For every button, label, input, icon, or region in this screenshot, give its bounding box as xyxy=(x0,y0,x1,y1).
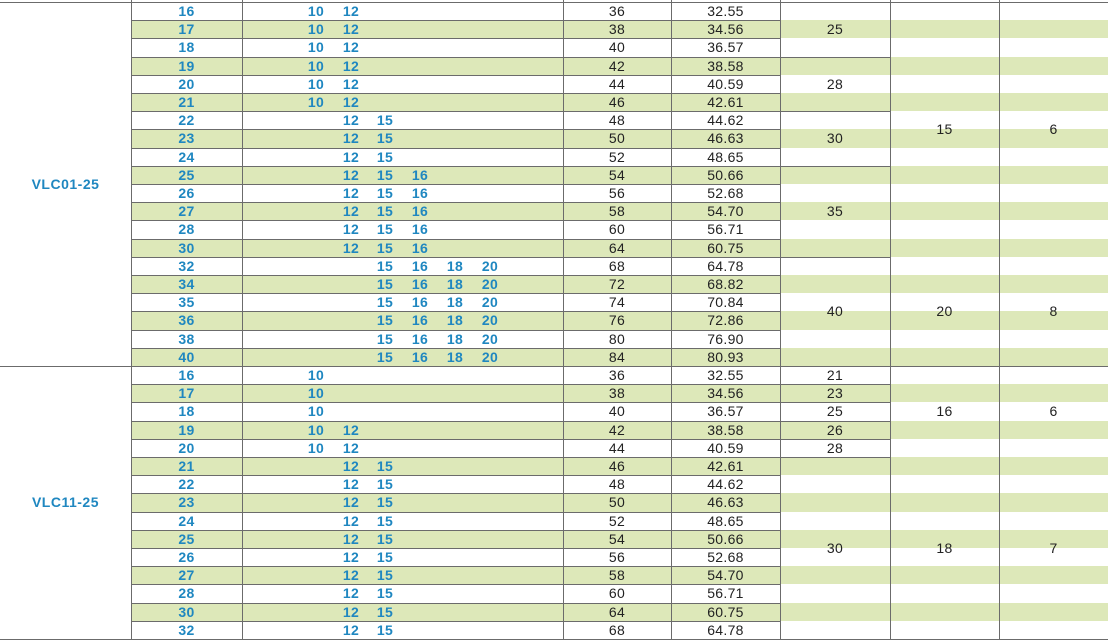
size-cell: 25 xyxy=(178,166,195,183)
size-cell: 22 xyxy=(178,476,195,493)
option-value: 10 xyxy=(307,39,325,56)
value-b-cell: 60.75 xyxy=(707,239,744,256)
row-rule xyxy=(131,493,780,494)
size-cell: 19 xyxy=(178,421,195,438)
value-a-cell: 40 xyxy=(608,403,626,420)
value-b-cell: 80.93 xyxy=(707,348,744,365)
option-value: 16 xyxy=(411,312,429,329)
size-cell: 18 xyxy=(178,403,195,420)
option-value: 15 xyxy=(376,603,394,620)
column-rule xyxy=(671,0,672,640)
row-rule xyxy=(780,384,890,385)
option-value: 10 xyxy=(307,367,325,383)
row-rule xyxy=(780,402,890,403)
option-value: 12 xyxy=(342,476,360,493)
option-value: 16 xyxy=(411,203,429,220)
size-cell: 26 xyxy=(178,185,195,201)
row-rule xyxy=(131,348,780,349)
value-a-cell: 76 xyxy=(608,312,626,329)
value-b-cell: 36.57 xyxy=(707,39,744,56)
size-cell: 35 xyxy=(178,294,195,311)
option-value: 16 xyxy=(411,185,429,201)
option-value: 12 xyxy=(342,148,360,165)
row-rule xyxy=(131,421,780,422)
option-value: 12 xyxy=(342,130,360,147)
option-value: 12 xyxy=(342,439,360,456)
value-b-cell: 46.63 xyxy=(707,494,744,511)
option-value: 20 xyxy=(481,257,499,274)
option-value: 20 xyxy=(481,294,499,311)
value-b-cell: 70.84 xyxy=(707,294,744,311)
row-rule xyxy=(131,457,780,458)
merged-c-cell: 25 xyxy=(826,21,844,37)
option-value: 20 xyxy=(481,276,499,292)
value-b-cell: 42.61 xyxy=(707,94,744,110)
option-value: 20 xyxy=(481,330,499,347)
value-a-cell: 60 xyxy=(608,585,626,602)
merged-d-cell: 18 xyxy=(936,540,953,556)
size-cell: 24 xyxy=(178,148,195,165)
option-value: 15 xyxy=(376,458,394,474)
option-value: 15 xyxy=(376,112,394,129)
size-cell: 23 xyxy=(178,494,195,511)
size-cell: 30 xyxy=(178,239,195,256)
option-value: 12 xyxy=(342,203,360,220)
option-value: 12 xyxy=(342,603,360,620)
option-value: 18 xyxy=(446,312,464,329)
size-cell: 32 xyxy=(178,257,195,274)
option-value: 12 xyxy=(342,567,360,584)
row-rule xyxy=(131,166,780,167)
size-cell: 20 xyxy=(178,75,195,92)
option-value: 12 xyxy=(342,221,360,238)
size-cell: 38 xyxy=(178,330,195,347)
value-b-cell: 54.70 xyxy=(707,567,744,584)
option-value: 15 xyxy=(376,221,394,238)
size-cell: 19 xyxy=(178,57,195,74)
column-rule xyxy=(131,0,132,640)
value-b-cell: 50.66 xyxy=(707,166,744,183)
option-value: 15 xyxy=(376,549,394,565)
value-b-cell: 52.68 xyxy=(707,185,744,201)
row-rule xyxy=(131,530,780,531)
value-a-cell: 52 xyxy=(608,148,626,165)
option-value: 18 xyxy=(446,348,464,365)
value-a-cell: 46 xyxy=(608,94,626,110)
value-b-cell: 68.82 xyxy=(707,276,744,292)
size-cell: 18 xyxy=(178,39,195,56)
merged-e-cell: 8 xyxy=(1049,302,1058,319)
merged-e-cell: 6 xyxy=(1049,403,1058,419)
option-value: 15 xyxy=(376,312,394,329)
value-a-cell: 50 xyxy=(608,494,626,511)
option-value: 12 xyxy=(342,21,360,38)
row-rule xyxy=(131,603,780,604)
series-label: VLC11-25 xyxy=(31,494,100,510)
row-rule xyxy=(131,239,780,240)
option-value: 12 xyxy=(342,585,360,602)
value-b-cell: 38.58 xyxy=(707,421,744,438)
option-value: 15 xyxy=(376,203,394,220)
option-value: 12 xyxy=(342,530,360,547)
size-cell: 34 xyxy=(178,276,195,292)
merged-c-cell: 40 xyxy=(826,302,844,319)
row-rule xyxy=(131,93,780,94)
value-b-cell: 44.62 xyxy=(707,112,744,129)
option-value: 10 xyxy=(307,57,325,74)
value-b-cell: 52.68 xyxy=(707,549,744,565)
size-cell: 23 xyxy=(178,130,195,147)
merged-c-cell: 28 xyxy=(826,439,844,456)
option-value: 10 xyxy=(307,94,325,110)
size-cell: 28 xyxy=(178,585,195,602)
size-cell: 28 xyxy=(178,221,195,238)
value-b-cell: 32.55 xyxy=(707,367,744,383)
value-a-cell: 44 xyxy=(608,439,626,456)
option-value: 12 xyxy=(342,185,360,201)
value-a-cell: 56 xyxy=(608,185,626,201)
value-b-cell: 64.78 xyxy=(707,257,744,274)
size-cell: 30 xyxy=(178,603,195,620)
value-a-cell: 40 xyxy=(608,39,626,56)
value-a-cell: 64 xyxy=(608,603,626,620)
value-b-cell: 46.63 xyxy=(707,130,744,147)
series-label: VLC01-25 xyxy=(31,176,100,192)
value-b-cell: 56.71 xyxy=(707,221,744,238)
option-value: 20 xyxy=(481,348,499,365)
value-b-cell: 40.59 xyxy=(707,439,744,456)
column-rule xyxy=(563,0,564,640)
option-value: 18 xyxy=(446,294,464,311)
size-cell: 36 xyxy=(178,312,195,329)
value-a-cell: 52 xyxy=(608,512,626,529)
size-cell: 40 xyxy=(178,348,195,365)
column-rule xyxy=(999,0,1000,640)
value-b-cell: 44.62 xyxy=(707,476,744,493)
option-value: 15 xyxy=(376,276,394,292)
row-rule xyxy=(131,148,780,149)
value-b-cell: 48.65 xyxy=(707,512,744,529)
option-value: 10 xyxy=(307,403,325,420)
row-rule xyxy=(131,548,780,549)
merged-c-cell: 28 xyxy=(826,75,844,92)
option-value: 10 xyxy=(307,439,325,456)
merged-c-cell: 35 xyxy=(826,202,844,219)
option-value: 12 xyxy=(342,39,360,56)
value-a-cell: 64 xyxy=(608,239,626,256)
row-rule xyxy=(131,75,780,76)
value-b-cell: 36.57 xyxy=(707,403,744,420)
value-a-cell: 36 xyxy=(608,367,626,383)
option-value: 15 xyxy=(376,476,394,493)
row-rule xyxy=(131,330,780,331)
option-value: 15 xyxy=(376,530,394,547)
merged-c-cell: 23 xyxy=(826,385,844,402)
option-value: 16 xyxy=(411,257,429,274)
size-cell: 27 xyxy=(178,203,195,220)
row-rule xyxy=(131,38,780,39)
row-rule xyxy=(780,257,890,258)
option-value: 10 xyxy=(307,3,325,19)
size-cell: 16 xyxy=(178,3,195,19)
option-value: 12 xyxy=(342,3,360,19)
column-rule xyxy=(242,0,243,640)
row-rule xyxy=(780,457,890,458)
size-cell: 21 xyxy=(178,94,195,110)
value-a-cell: 60 xyxy=(608,221,626,238)
option-value: 15 xyxy=(376,185,394,201)
row-rule xyxy=(131,111,780,112)
size-cell: 21 xyxy=(178,458,195,474)
size-cell: 32 xyxy=(178,621,195,638)
option-value: 16 xyxy=(411,348,429,365)
merged-d-cell: 16 xyxy=(936,403,953,419)
row-rule xyxy=(131,57,780,58)
option-value: 12 xyxy=(342,512,360,529)
size-cell: 22 xyxy=(178,112,195,129)
column-rule xyxy=(780,0,781,640)
option-value: 18 xyxy=(446,276,464,292)
value-b-cell: 34.56 xyxy=(707,385,744,402)
row-rule xyxy=(131,384,780,385)
option-value: 16 xyxy=(411,294,429,311)
option-value: 15 xyxy=(376,621,394,638)
option-value: 18 xyxy=(446,257,464,274)
row-rule xyxy=(131,129,780,130)
size-cell: 17 xyxy=(178,21,195,38)
value-b-cell: 48.65 xyxy=(707,148,744,165)
value-a-cell: 68 xyxy=(608,621,626,638)
row-rule xyxy=(131,475,780,476)
row-rule xyxy=(131,184,780,185)
row-rule xyxy=(131,257,780,258)
value-a-cell: 36 xyxy=(608,3,626,19)
option-value: 12 xyxy=(342,94,360,110)
option-value: 16 xyxy=(411,276,429,292)
value-b-cell: 42.61 xyxy=(707,458,744,474)
row-rule xyxy=(131,275,780,276)
option-value: 16 xyxy=(411,166,429,183)
option-value: 16 xyxy=(411,330,429,347)
option-value: 15 xyxy=(376,239,394,256)
row-rule xyxy=(0,2,1108,3)
row-rule xyxy=(780,421,890,422)
value-a-cell: 42 xyxy=(608,421,626,438)
option-value: 18 xyxy=(446,330,464,347)
option-value: 15 xyxy=(376,494,394,511)
row-rule xyxy=(131,311,780,312)
value-a-cell: 80 xyxy=(608,330,626,347)
value-b-cell: 34.56 xyxy=(707,21,744,38)
row-rule xyxy=(131,20,780,21)
row-rule xyxy=(131,584,780,585)
option-value: 10 xyxy=(307,421,325,438)
row-rule xyxy=(780,111,890,112)
value-a-cell: 48 xyxy=(608,112,626,129)
option-value: 15 xyxy=(376,148,394,165)
row-rule xyxy=(780,439,890,440)
row-rule xyxy=(131,512,780,513)
merged-d-cell: 15 xyxy=(936,121,953,137)
option-value: 12 xyxy=(342,239,360,256)
option-value: 15 xyxy=(376,166,394,183)
size-cell: 26 xyxy=(178,549,195,565)
value-a-cell: 58 xyxy=(608,203,626,220)
value-b-cell: 54.70 xyxy=(707,203,744,220)
merged-e-cell: 7 xyxy=(1049,540,1058,556)
merged-c-cell: 30 xyxy=(826,540,844,556)
value-a-cell: 54 xyxy=(608,166,626,183)
value-a-cell: 72 xyxy=(608,276,626,292)
option-value: 16 xyxy=(411,221,429,238)
size-cell: 24 xyxy=(178,512,195,529)
option-value: 12 xyxy=(342,549,360,565)
value-a-cell: 38 xyxy=(608,385,626,402)
value-a-cell: 38 xyxy=(608,21,626,38)
value-a-cell: 44 xyxy=(608,75,626,92)
option-value: 12 xyxy=(342,75,360,92)
value-a-cell: 56 xyxy=(608,549,626,565)
merged-c-cell: 25 xyxy=(826,403,844,420)
size-cell: 27 xyxy=(178,567,195,584)
option-value: 15 xyxy=(376,512,394,529)
row-rule xyxy=(131,621,780,622)
value-b-cell: 60.75 xyxy=(707,603,744,620)
size-cell: 16 xyxy=(178,367,195,383)
value-b-cell: 32.55 xyxy=(707,3,744,19)
value-a-cell: 54 xyxy=(608,530,626,547)
option-value: 20 xyxy=(481,312,499,329)
value-a-cell: 58 xyxy=(608,567,626,584)
row-rule xyxy=(131,566,780,567)
merged-c-cell: 21 xyxy=(826,367,844,383)
value-b-cell: 64.78 xyxy=(707,621,744,638)
option-value: 10 xyxy=(307,385,325,402)
option-value: 15 xyxy=(376,130,394,147)
row-rule xyxy=(780,57,890,58)
option-value: 12 xyxy=(342,112,360,129)
value-b-cell: 50.66 xyxy=(707,530,744,547)
option-value: 12 xyxy=(342,421,360,438)
value-a-cell: 68 xyxy=(608,257,626,274)
option-value: 15 xyxy=(376,348,394,365)
row-rule xyxy=(0,366,1108,367)
size-cell: 25 xyxy=(178,530,195,547)
merged-d-cell: 20 xyxy=(936,302,953,319)
option-value: 10 xyxy=(307,21,325,38)
option-value: 15 xyxy=(376,257,394,274)
row-rule xyxy=(0,639,1108,640)
row-rule xyxy=(131,402,780,403)
value-b-cell: 38.58 xyxy=(707,57,744,74)
column-rule xyxy=(890,0,891,640)
option-value: 15 xyxy=(376,330,394,347)
value-a-cell: 50 xyxy=(608,130,626,147)
value-a-cell: 46 xyxy=(608,458,626,474)
value-a-cell: 74 xyxy=(608,294,626,311)
merged-e-cell: 6 xyxy=(1049,121,1058,137)
size-cell: 17 xyxy=(178,385,195,402)
value-a-cell: 42 xyxy=(608,57,626,74)
option-value: 15 xyxy=(376,585,394,602)
option-value: 16 xyxy=(411,239,429,256)
value-b-cell: 56.71 xyxy=(707,585,744,602)
row-rule xyxy=(131,220,780,221)
value-a-cell: 84 xyxy=(608,348,626,365)
option-value: 15 xyxy=(376,567,394,584)
value-a-cell: 48 xyxy=(608,476,626,493)
value-b-cell: 76.90 xyxy=(707,330,744,347)
value-b-cell: 72.86 xyxy=(707,312,744,329)
option-value: 10 xyxy=(307,75,325,92)
merged-c-cell: 30 xyxy=(826,130,844,147)
row-rule xyxy=(131,293,780,294)
merged-c-cell: 26 xyxy=(826,421,844,438)
option-value: 12 xyxy=(342,458,360,474)
option-value: 12 xyxy=(342,166,360,183)
option-value: 12 xyxy=(342,494,360,511)
row-rule xyxy=(131,439,780,440)
option-value: 15 xyxy=(376,294,394,311)
size-cell: 20 xyxy=(178,439,195,456)
value-b-cell: 40.59 xyxy=(707,75,744,92)
option-value: 12 xyxy=(342,621,360,638)
row-rule xyxy=(131,202,780,203)
option-value: 12 xyxy=(342,57,360,74)
row-rule xyxy=(780,166,890,167)
